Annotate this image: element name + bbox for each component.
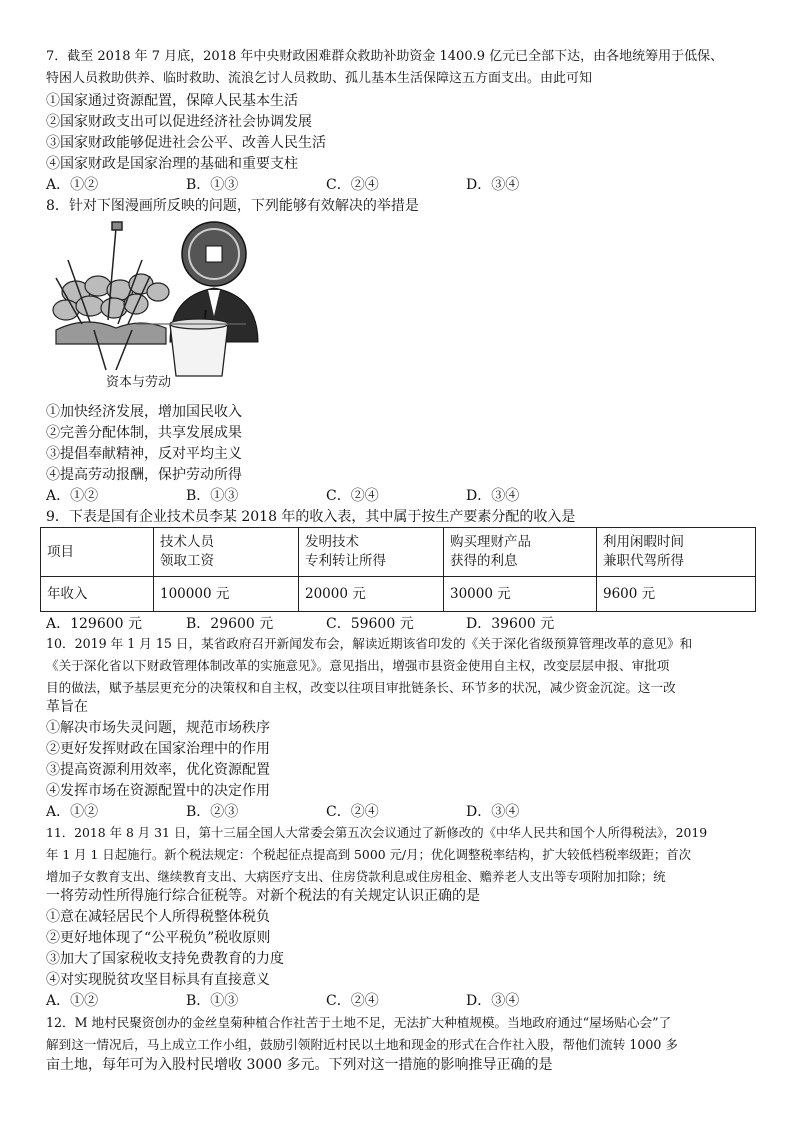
table-header-cell: 发明技术 专利转让所得 bbox=[299, 528, 444, 577]
q10-item-3: ③提高资源利用效率，优化资源配置 bbox=[46, 762, 270, 778]
income-table bbox=[40, 527, 756, 612]
q7-item-4: ④国家财政是国家治理的基础和重要支柱 bbox=[46, 156, 298, 172]
q7-option-a[interactable]: A．①② bbox=[46, 177, 99, 193]
q8-option-d[interactable]: D．③④ bbox=[466, 488, 520, 504]
table-cell: 年收入 bbox=[41, 577, 154, 612]
table-header-cell: 项目 bbox=[41, 528, 154, 577]
q10-stem-line4: 革旨在 bbox=[46, 699, 88, 715]
q11-option-b[interactable]: B．①③ bbox=[186, 993, 239, 1009]
q11-stem-line2: 年 1 月 1 日起施行。新个税法规定：个税起征点提高到 5000 元/月；优化调整税率结构，扩大较低档税率级距；首次 bbox=[46, 847, 692, 862]
q10-stem-line1: 10．2019 年 1 月 15 日，某省政府召开新闻发布会，解读近期该省印发的《关于深化省级预算管理改革的意见》和 bbox=[46, 636, 693, 651]
q7-option-b[interactable]: B．①③ bbox=[186, 177, 239, 193]
q8-option-c[interactable]: C．②④ bbox=[326, 488, 379, 504]
q11-option-a[interactable]: A．①② bbox=[46, 993, 99, 1009]
table-cell: 20000 元 bbox=[299, 577, 444, 612]
cartoon-caption: 资本与劳动 bbox=[106, 375, 172, 390]
q10-stem-line3: 目的做法，赋予基层更充分的决策权和自主权，改变以往项目审批链条长、环节多的状况，减少资金沉淀。这一改 bbox=[46, 680, 676, 695]
q12-stem-line1: 12．M 地村民聚资创办的金丝皇菊种植合作社苦于土地不足，无法扩大种植规模。当地政府通过“屋场贴心会”了 bbox=[46, 1015, 672, 1030]
q11-stem-line3: 增加子女教育支出、继续教育支出、大病医疗支出、住房贷款利息或住房租金、赡养老人支出等专项附加扣除；统 bbox=[46, 869, 666, 884]
q8-stem: 8．针对下图漫画所反映的问题，下列能够有效解决的举措是 bbox=[46, 198, 419, 214]
q7-options bbox=[46, 175, 754, 195]
q10-option-c[interactable]: C．②④ bbox=[326, 804, 379, 820]
q7-item-1: ①国家通过资源配置，保障人民基本生活 bbox=[46, 93, 298, 109]
table-header-cell: 利用闲暇时间 兼职代驾所得 bbox=[597, 528, 756, 577]
q7-stem-line2: 特困人员救助供养、临时救助、流浪乞讨人员救助、孤儿基本生活保障这五方面支出。由此可知 bbox=[46, 71, 593, 86]
q9-option-b[interactable]: B．29600 元 bbox=[186, 616, 274, 632]
q9-option-a[interactable]: A．129600 元 bbox=[46, 616, 143, 632]
table-cell: 30000 元 bbox=[444, 577, 597, 612]
q11-option-c[interactable]: C．②④ bbox=[326, 993, 379, 1009]
q8-item-2: ②完善分配体制，共享发展成果 bbox=[46, 425, 242, 441]
q11-item-1: ①意在减轻居民个人所得税整体税负 bbox=[46, 909, 270, 925]
q8-option-a[interactable]: A．①② bbox=[46, 488, 99, 504]
table-header-cell: 购买理财产品 获得的利息 bbox=[444, 528, 597, 577]
q8-item-1: ①加快经济发展，增加国民收入 bbox=[46, 404, 242, 420]
q10-item-1: ①解决市场失灵问题，规范市场秩序 bbox=[46, 720, 270, 736]
q7-option-c[interactable]: C．②④ bbox=[326, 177, 379, 193]
capital-labor-cartoon bbox=[46, 220, 268, 392]
q7-item-2: ②国家财政支出可以促进经济社会协调发展 bbox=[46, 114, 312, 130]
q11-item-4: ④对实现脱贫攻坚目标具有直接意义 bbox=[46, 972, 270, 988]
q11-stem-line1: 11．2018 年 8 月 31 日，第十三届全国人大常委会第五次会议通过了新修改的《中华人民共和国个人所得税法》，2019 bbox=[46, 825, 708, 840]
q12-stem-line2: 解到这一情况后，马上成立工作小组，鼓励引领附近村民以土地和现金的形式在合作社入股，帮他们流转 1000 多 bbox=[46, 1037, 678, 1052]
q8-item-4: ④提高劳动报酬，保护劳动所得 bbox=[46, 467, 242, 483]
q11-stem-line4: 一将劳动性所得施行综合征税等。对新个税法的有关规定认识正确的是 bbox=[46, 888, 480, 904]
table-cell: 100000 元 bbox=[154, 577, 299, 612]
q8-option-b[interactable]: B．①③ bbox=[186, 488, 239, 504]
q11-item-3: ③加大了国家税收支持免费教育的力度 bbox=[46, 951, 284, 967]
q8-options bbox=[46, 486, 754, 506]
table-cell: 9600 元 bbox=[597, 577, 756, 612]
q11-options bbox=[46, 991, 754, 1011]
q10-options bbox=[46, 802, 754, 822]
q9-stem: 9．下表是国有企业技术员李某 2018 年的收入表，其中属于按生产要素分配的收入是 bbox=[46, 509, 576, 525]
q10-option-b[interactable]: B．②③ bbox=[186, 804, 239, 820]
q10-item-2: ②更好发挥财政在国家治理中的作用 bbox=[46, 741, 270, 757]
q7-stem-line1: 7．截至 2018 年 7 月底，2018 年中央财政困难群众救助补助资金 1400.9 亿元已全部下达，由各地统筹用于低保、 bbox=[46, 49, 724, 64]
q9-option-c[interactable]: C．59600 元 bbox=[326, 616, 414, 632]
q11-option-d[interactable]: D．③④ bbox=[466, 993, 520, 1009]
q7-option-d[interactable]: D．③④ bbox=[466, 177, 520, 193]
q10-stem-line2: 《关于深化省以下财政管理体制改革的实施意见》。意见指出，增强市县资金使用自主权，改变层层申报、审批项 bbox=[46, 658, 670, 673]
q12-stem-line3: 亩土地，每年可为入股村民增收 3000 多元。下列对这一措施的影响推导正确的是 bbox=[46, 1057, 553, 1073]
q8-item-3: ③提倡奉献精神，反对平均主义 bbox=[46, 446, 242, 462]
q10-option-d[interactable]: D．③④ bbox=[466, 804, 520, 820]
q11-item-2: ②更好地体现了“公平税负”税收原则 bbox=[46, 930, 271, 946]
q10-item-4: ④发挥市场在资源配置中的决定作用 bbox=[46, 783, 270, 799]
table-header-cell: 技术人员 领取工资 bbox=[154, 528, 299, 577]
q10-option-a[interactable]: A．①② bbox=[46, 804, 99, 820]
q7-item-3: ③国家财政能够促进社会公平、改善人民生活 bbox=[46, 135, 326, 151]
q9-option-d[interactable]: D．39600 元 bbox=[466, 616, 555, 632]
q9-options bbox=[46, 614, 754, 634]
